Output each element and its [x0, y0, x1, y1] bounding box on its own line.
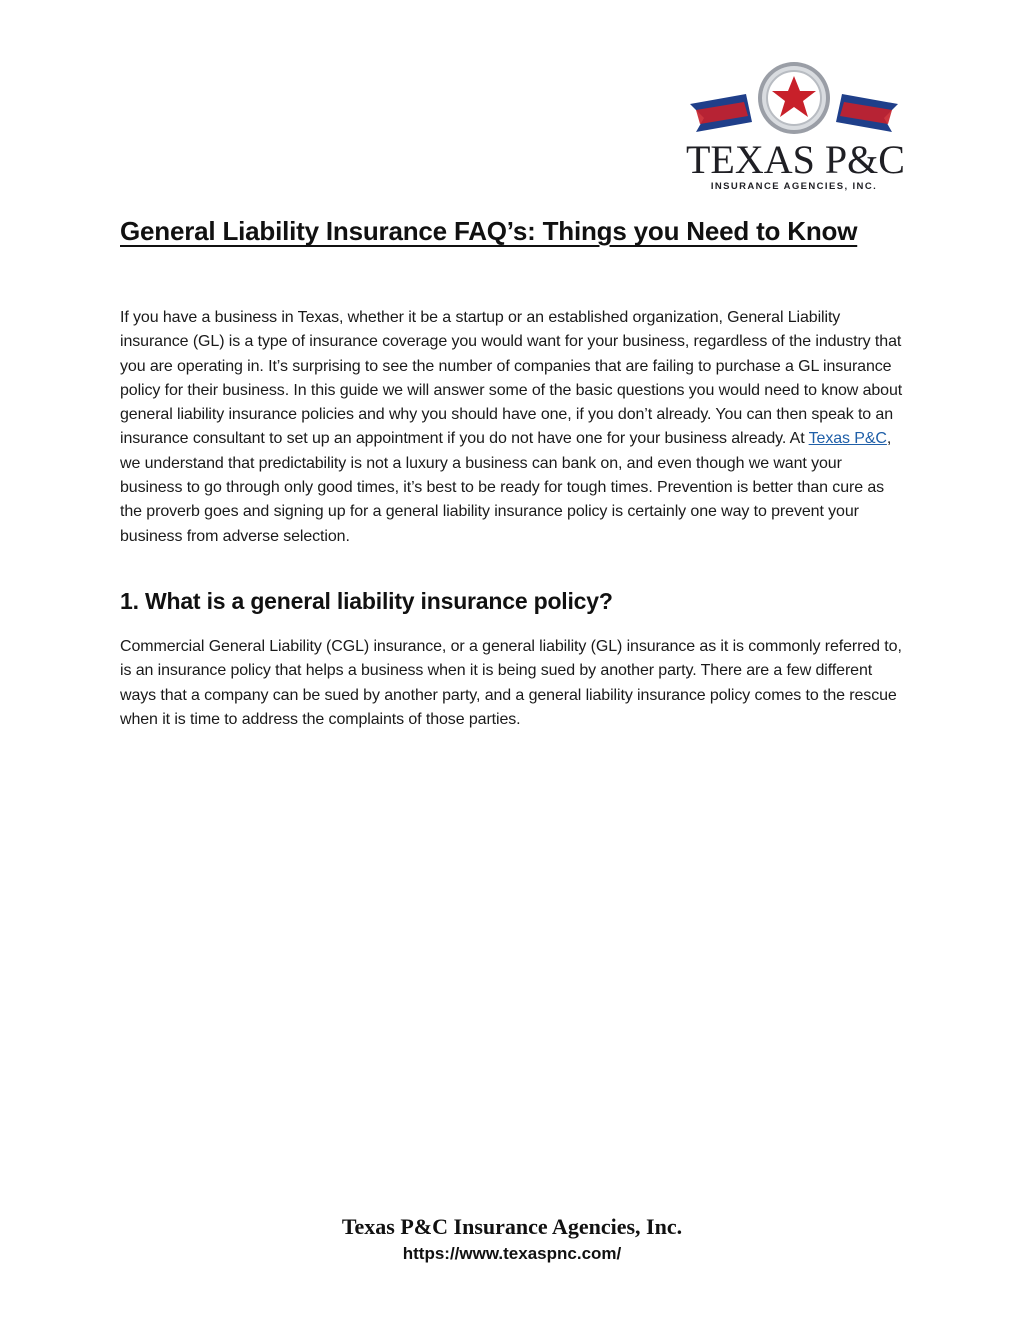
page-footer — [0, 1212, 1024, 1266]
page-title: General Liability Insurance FAQ’s: Things you Need to Know — [120, 216, 858, 246]
logo-subtitle: INSURANCE AGENCIES, INC. — [710, 181, 878, 192]
section-paragraph: Commercial General Liability (CGL) insurance, or a general liability (GL) insurance as it is commonly referred to, is an insurance policy that helps a business when it is being sued by another party. There are a few different ways that a company can be sued by another party, and a general liability insurance policy comes to the rescue when it is time to address the complaints of those parties. — [120, 638, 902, 728]
intro-text-after-link: , we understand that predictability is not a luxury a business can bank on, and even though we want your business to go through only good times, it’s best to be ready for tough times. Prevention is better than cure as the proverb goes and signing up for a general liability insurance policy is certainly one way to prevent your business from adverse selection. — [120, 430, 892, 545]
footer-website-url[interactable]: https://www.texaspnc.com/ — [402, 1244, 622, 1263]
intro-text-before-link: If you have a business in Texas, whether it be a startup or an established organization, General Liability insurance (GL) is a type of insurance coverage you would want for your business, regardless of the industry that you are operating in. It’s surprising to see the number of companies that are failing to purchase a GL insurance policy for their business. In this guide we will answer some of the basic questions you would need to know about general liability insurance policies and why you should have one, if you don’t already. You can then speak to an insurance consultant to set up an appointment if you do not have one for your business already. At — [120, 309, 903, 448]
company-logo — [684, 60, 904, 196]
logo-name: TEXAS P&C — [686, 137, 905, 182]
intro-paragraph — [120, 306, 906, 549]
texas-pc-link[interactable]: Texas P&C — [808, 430, 887, 448]
footer-company-name: Texas P&C Insurance Agencies, Inc. — [341, 1214, 683, 1239]
section-heading: 1. What is a general liability insurance policy? — [120, 588, 613, 614]
